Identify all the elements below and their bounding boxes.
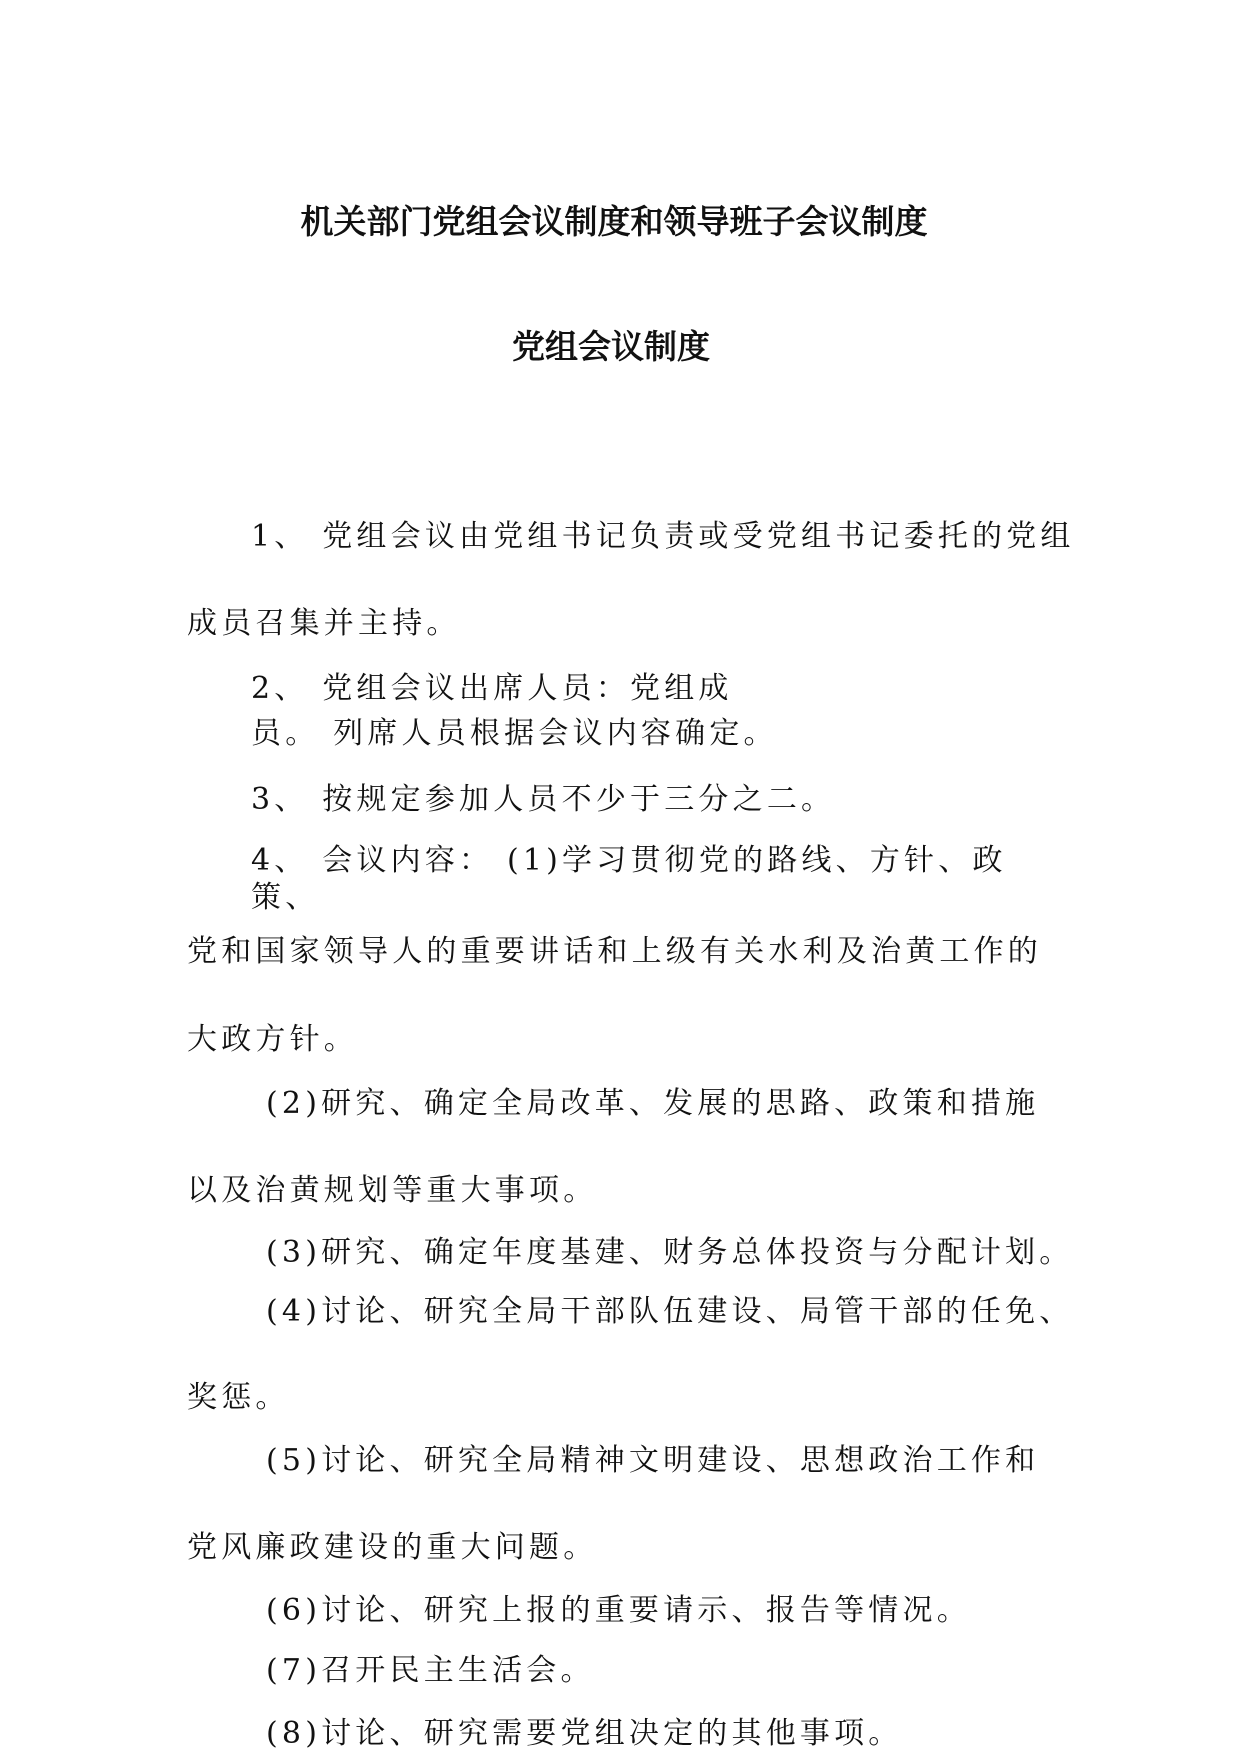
paragraph-line: (7)召开民主生活会。: [266, 1653, 595, 1688]
paragraph-line: 1、 党组会议由党组书记负责或受党组书记委托的党组: [251, 519, 1075, 554]
paragraph-line: (6)讨论、研究上报的重要请示、报告等情况。: [266, 1593, 971, 1628]
paragraph-line: 2、 党组会议出席人员：党组成: [251, 671, 733, 706]
paragraph-line: 大政方针。: [187, 1022, 358, 1057]
paragraph-line: (8)讨论、研究需要党组决定的其他事项。: [266, 1716, 903, 1751]
paragraph-line: 以及治黄规划等重大事项。: [187, 1173, 598, 1208]
paragraph-line: (2)研究、确定全局改革、发展的思路、政策和措施: [266, 1086, 1040, 1121]
paragraph-line: 成员召集并主持。: [187, 606, 461, 641]
paragraph-line: 奖惩。: [187, 1380, 290, 1415]
paragraph-line: 4、 会议内容： (1)学习贯彻党的路线、方针、政: [251, 843, 1007, 878]
paragraph-line: (5)讨论、研究全局精神文明建设、思想政治工作和: [266, 1443, 1040, 1478]
paragraph-line: (3)研究、确定年度基建、财务总体投资与分配计划。: [266, 1235, 1074, 1270]
section-title: 党组会议制度: [512, 327, 710, 366]
paragraph-line: (4)讨论、研究全局干部队伍建设、局管干部的任免、: [266, 1294, 1074, 1329]
paragraph-line: 策、: [251, 880, 320, 915]
paragraph-line: 员。 列席人员根据会议内容确定。: [251, 716, 778, 751]
paragraph-line: 党风廉政建设的重大问题。: [187, 1530, 598, 1565]
paragraph-line: 党和国家领导人的重要讲话和上级有关水利及治黄工作的: [187, 934, 1042, 969]
document-title: 机关部门党组会议制度和领导班子会议制度: [300, 202, 928, 241]
paragraph-line: 3、 按规定参加人员不少于三分之二。: [251, 782, 836, 817]
